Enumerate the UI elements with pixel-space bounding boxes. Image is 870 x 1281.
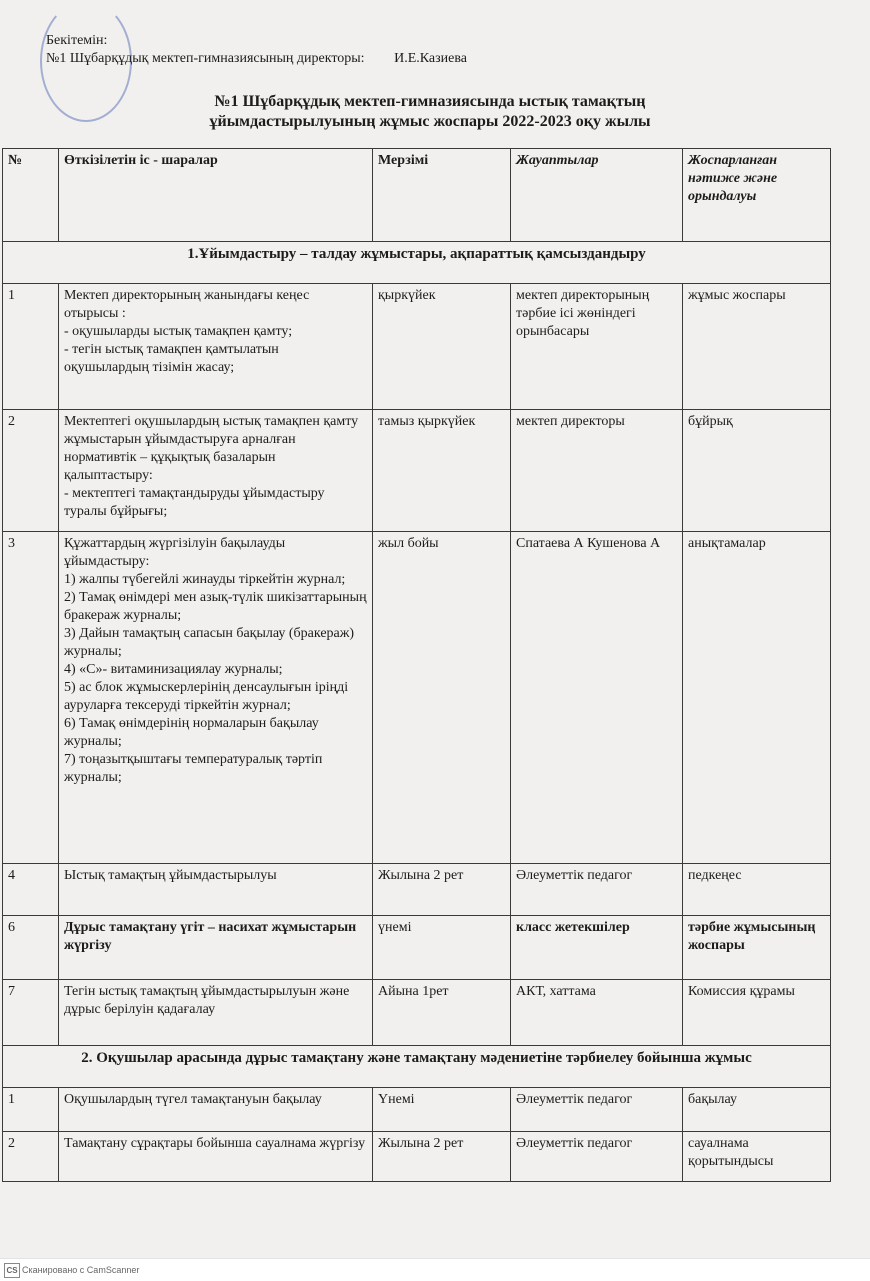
row-num: 7 [3, 980, 59, 1046]
table-row [3, 410, 831, 532]
section-1-heading: 1.Ұйымдастыру – талдау жұмыстары, ақпараттық қамсыздандыру [3, 242, 831, 284]
row-activity: Тамақтану сұрақтары бойынша сауалнама жүргізу [59, 1132, 373, 1182]
table-row [3, 1088, 831, 1132]
section-row [3, 1046, 831, 1088]
row-activity: Дұрыс тамақтану үгіт – насихат жұмыстарын жүргізу [59, 916, 373, 980]
row-num: 6 [3, 916, 59, 980]
header-activity: Өткізілетін іс - шаралар [59, 149, 373, 242]
camscanner-logo-icon: CS [4, 1263, 20, 1278]
table-row [3, 284, 831, 410]
row-activity [59, 410, 373, 532]
row-term: Жылына 2 рет [373, 1132, 511, 1182]
scanner-footer [0, 1258, 870, 1281]
row-term: қыркүйек [373, 284, 511, 410]
row-responsible: мектеп директорының тәрбие ісі жөніндегі орынбасары [511, 284, 683, 410]
row-term: үнемі [373, 916, 511, 980]
row-result: Комиссия құрамы [683, 980, 831, 1046]
activity-line: 3) Дайын тамақтың сапасын бақылау (бракераж) журналы; [64, 626, 355, 659]
table-row [3, 864, 831, 916]
row-result: тәрбие жұмысының жоспары [683, 916, 831, 980]
row-activity [59, 284, 373, 410]
header-row [3, 149, 831, 242]
section-2-heading: 2. Оқушылар арасында дұрыс тамақтану және тамақтану мәдениетіне тәрбиелеу бойынша жұмыс [3, 1046, 831, 1088]
table-row [3, 532, 831, 864]
row-activity [59, 532, 373, 864]
activity-line: - оқушыларды ыстық тамақпен қамту; [64, 324, 293, 339]
row-term: тамыз қыркүйек [373, 410, 511, 532]
row-term: Айына 1рет [373, 980, 511, 1046]
director-name: И.Е.Казиева [394, 51, 467, 66]
activity-line: 7) тоңазытқыштағы температуралық тәртіп журналы; [64, 752, 323, 785]
activity-line: - мектептегі тамақтандыруды ұйымдастыру туралы бұйрығы; [64, 486, 325, 519]
row-num: 4 [3, 864, 59, 916]
activity-line: 2) Тамақ өнімдері мен азық-түлік шикізаттарының бракераж журналы; [64, 590, 367, 623]
row-term: Үнемі [373, 1088, 511, 1132]
row-responsible: Әлеуметтік педагог [511, 864, 683, 916]
activity-line: 4) «С»- витаминизациялау журналы; [64, 662, 283, 677]
row-result: анықтамалар [683, 532, 831, 864]
table-row [3, 980, 831, 1046]
row-result: сауалнама қорытындысы [683, 1132, 831, 1182]
row-activity: Ыстық тамақтың ұйымдастырылуы [59, 864, 373, 916]
header-responsible: Жауаптылар [511, 149, 683, 242]
title-line-1: №1 Шұбарқұдық мектеп-гимназиясында ыстық тамақтың [214, 93, 646, 110]
row-num: 1 [3, 284, 59, 410]
table-row [3, 916, 831, 980]
row-result: педкеңес [683, 864, 831, 916]
activity-line: Мектеп директорының жанындағы кеңес отырысы : [64, 288, 310, 321]
scanner-watermark-text: Сканировано с CamScanner [22, 1265, 140, 1275]
approved-label: Бекітемін: [46, 33, 108, 48]
row-responsible: мектеп директоры [511, 410, 683, 532]
row-activity: Тегін ыстық тамақтың ұйымдастырылуын және дұрыс берілуін қадағалау [59, 980, 373, 1046]
row-num: 2 [3, 410, 59, 532]
header-term: Мерзімі [373, 149, 511, 242]
director-title: №1 Шұбарқұдық мектеп-гимназиясының директоры: [46, 51, 365, 66]
row-num: 1 [3, 1088, 59, 1132]
row-result: жұмыс жоспары [683, 284, 831, 410]
activity-line: 1) жалпы түбегейлі жинауды тіркейтін журнал; [64, 572, 346, 587]
row-result: бақылау [683, 1088, 831, 1132]
row-activity: Оқушылардың түгел тамақтануын бақылау [59, 1088, 373, 1132]
activity-line: - тегін ыстық тамақпен қамтылатын оқушылардың тізімін жасау; [64, 342, 279, 375]
document-title [150, 92, 710, 132]
header-num: № [3, 149, 59, 242]
row-responsible: Әлеуметтік педагог [511, 1132, 683, 1182]
row-responsible: АКТ, хаттама [511, 980, 683, 1046]
row-responsible: Әлеуметтік педагог [511, 1088, 683, 1132]
approval-block [46, 32, 467, 68]
header-result: Жоспарланған нәтиже және орындалуы [683, 149, 831, 242]
section-row [3, 242, 831, 284]
work-plan-table [2, 148, 831, 1182]
table-row [3, 1132, 831, 1182]
activity-line: 6) Тамақ өнімдерінің нормаларын бақылау журналы; [64, 716, 319, 749]
row-responsible: класс жетекшілер [511, 916, 683, 980]
director-line [46, 50, 467, 68]
row-term: жыл бойы [373, 532, 511, 864]
row-num: 2 [3, 1132, 59, 1182]
activity-line: Мектептегі оқушылардың ыстық тамақпен қамту жұмыстарын ұйымдастыруға арналған нормативтік – құқықтық базаларын қалыптастыру: [64, 414, 359, 483]
title-line-2: ұйымдастырылуының жұмыс жоспары 2022-2023 оқу жылы [209, 113, 651, 130]
activity-line: 5) ас блок жұмыскерлерінің денсаулығын іріңді ауруларға тексеруді тіркейтін журнал; [64, 680, 349, 713]
activity-line: Құжаттардың жүргізілуін бақылауды ұйымдастыру: [64, 536, 286, 569]
row-num: 3 [3, 532, 59, 864]
row-term: Жылына 2 рет [373, 864, 511, 916]
row-result: бұйрық [683, 410, 831, 532]
row-responsible: Спатаева А Кушенова А [511, 532, 683, 864]
